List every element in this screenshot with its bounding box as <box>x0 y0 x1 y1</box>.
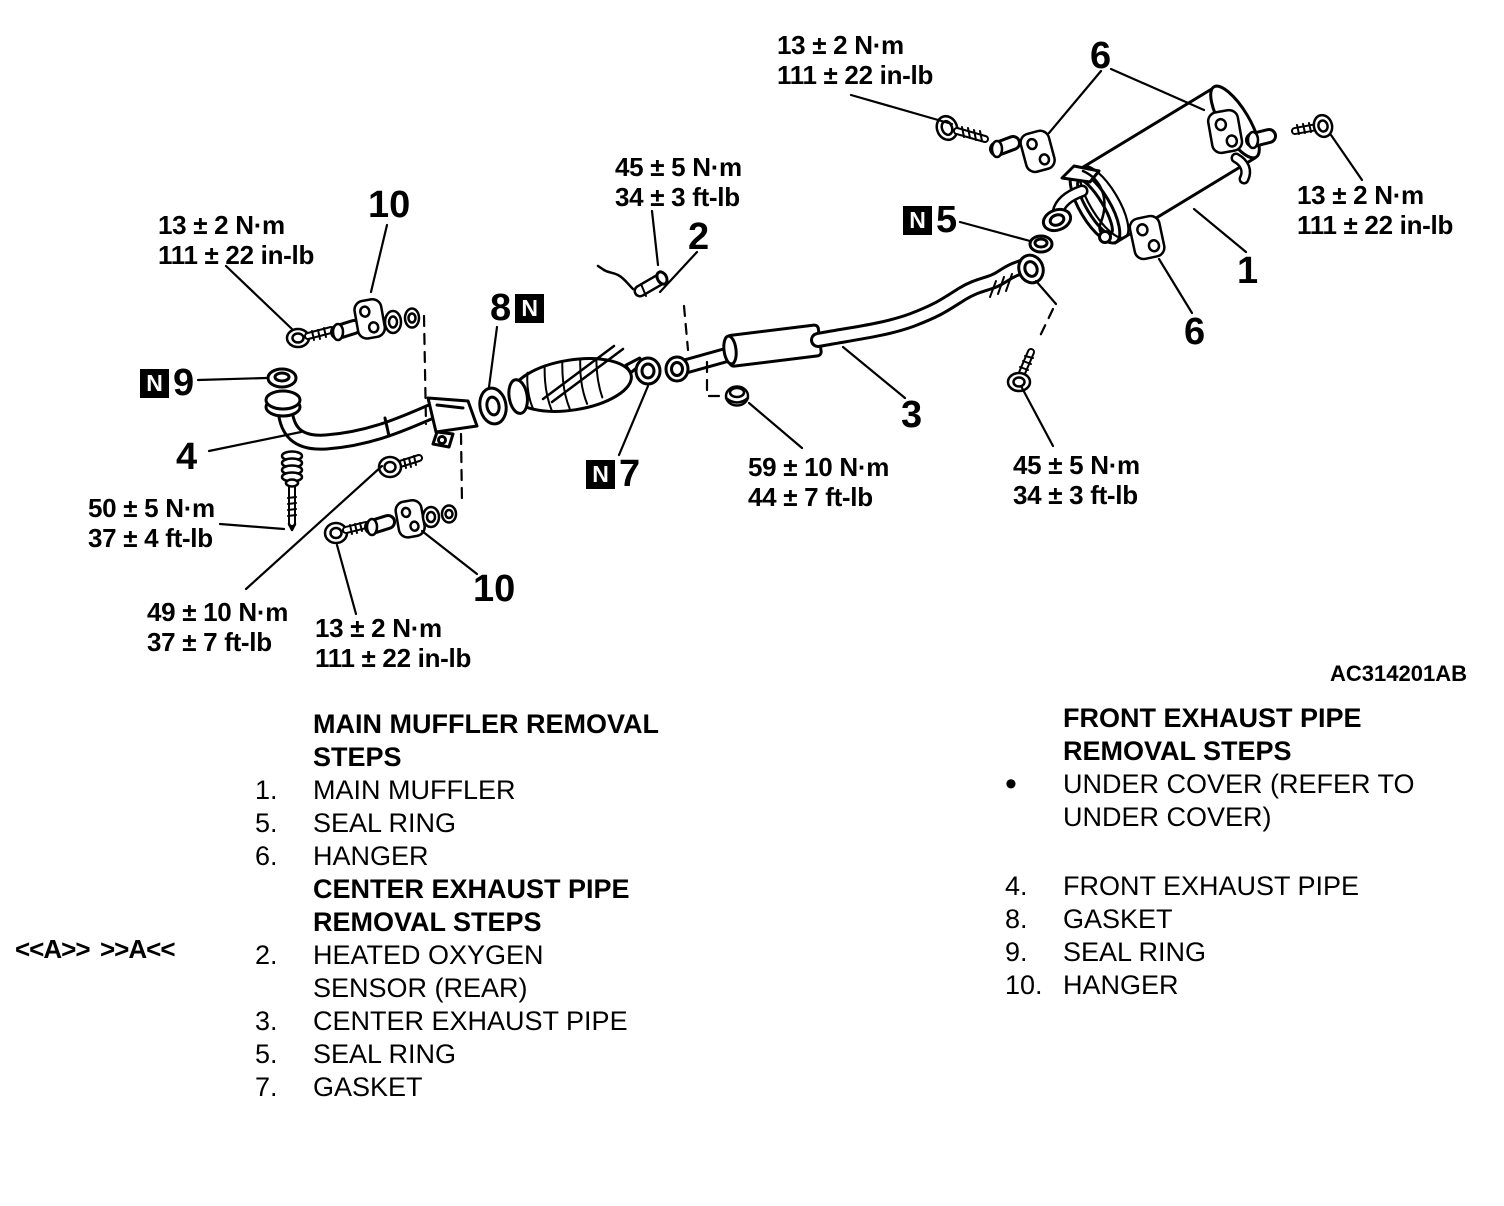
torque-value: 45 ± 5 N·m <box>1013 450 1140 480</box>
torque-label <box>1297 180 1453 240</box>
part-callout-6 <box>1090 37 1111 75</box>
item-label: SEAL RING <box>313 1039 457 1069</box>
parts-list-item <box>1005 870 1443 903</box>
callout-number: 9 <box>173 362 195 404</box>
torque-value: 13 ± 2 N·m <box>1297 180 1424 210</box>
callout-number: 6 <box>1184 311 1206 353</box>
callout-number: 10 <box>368 184 411 226</box>
callout-number: 5 <box>936 199 958 241</box>
non-reusable-n-box-icon: N <box>140 369 169 398</box>
parts-list-item <box>255 1005 665 1038</box>
item-number: 2. <box>255 940 278 970</box>
view-marker-a-close: >>A<< <box>100 934 175 964</box>
callout-number: 7 <box>619 453 641 495</box>
non-reusable-n-box-icon: N <box>586 460 615 489</box>
list-spacer <box>1005 834 1443 870</box>
parts-list-item <box>255 1038 665 1071</box>
item-number: 9. <box>1005 937 1028 967</box>
torque-label <box>147 597 288 657</box>
item-number: 4. <box>1005 871 1028 901</box>
item-label: CENTER EXHAUST PIPE <box>313 1006 628 1036</box>
non-reusable-n-box-icon: N <box>515 294 544 323</box>
item-label: HANGER <box>313 841 429 871</box>
torque-label <box>748 452 889 512</box>
item-number: 3. <box>255 1006 278 1036</box>
part-callout-3 <box>901 396 922 434</box>
parts-list-right <box>1005 702 1443 1002</box>
parts-list-item <box>255 939 665 1005</box>
parts-list-item <box>1005 969 1443 1002</box>
list-section-title: CENTER EXHAUST PIPE <box>313 874 630 904</box>
torque-label <box>88 493 215 553</box>
item-label: GASKET <box>1063 904 1173 934</box>
torque-value: 111 ± 22 in-lb <box>1297 210 1454 240</box>
torque-value: 44 ± 7 ft-lb <box>748 482 873 512</box>
item-number: 7. <box>255 1072 278 1102</box>
torque-label <box>315 613 471 673</box>
item-label: FRONT EXHAUST PIPE <box>1063 871 1360 901</box>
callout-number: 1 <box>1237 250 1259 292</box>
parts-list-left <box>255 708 665 1104</box>
parts-list-item <box>255 774 665 807</box>
item-number: 10. <box>1005 970 1043 1000</box>
non-reusable-n-box-icon: N <box>903 206 932 235</box>
item-label: UNDER COVER (REFER TO UNDER COVER) <box>1063 769 1415 832</box>
parts-list-item <box>255 807 665 840</box>
item-label: HANGER <box>1063 970 1179 1000</box>
torque-value: 13 ± 2 N·m <box>158 210 285 240</box>
callout-number: 8 <box>490 287 512 329</box>
list-section-title: MAIN MUFFLER REMOVAL <box>313 709 659 739</box>
part-callout-8 <box>490 289 544 327</box>
view-marker-a-open: <<A>> <box>15 934 90 964</box>
bullet-icon: • <box>1005 765 1017 803</box>
item-label: HEATED OXYGEN SENSOR (REAR) <box>313 940 544 1003</box>
torque-label <box>777 30 933 90</box>
item-number: 5. <box>255 1039 278 1069</box>
torque-label <box>158 210 314 270</box>
part-callout-10 <box>368 186 410 224</box>
parts-list-item <box>1005 765 1443 834</box>
parts-list-item <box>255 840 665 873</box>
figure-code: AC314201AB <box>1330 661 1467 686</box>
callout-number: 6 <box>1090 35 1112 77</box>
list-section-title: REMOVAL STEPS <box>313 907 542 937</box>
list-section-title: STEPS <box>313 742 402 772</box>
callout-number: 2 <box>688 216 710 258</box>
parts-list-item <box>1005 936 1443 969</box>
part-callout-10 <box>473 570 515 608</box>
part-callout-7 <box>586 455 640 493</box>
torque-value: 34 ± 3 ft-lb <box>1013 480 1138 510</box>
parts-list-item <box>1005 903 1443 936</box>
callout-number: 10 <box>473 568 516 610</box>
torque-value: 50 ± 5 N·m <box>88 493 215 523</box>
part-callout-6 <box>1184 313 1205 351</box>
callout-number: 4 <box>176 436 198 478</box>
list-section-title: FRONT EXHAUST PIPE <box>1063 703 1362 733</box>
torque-value: 49 ± 10 N·m <box>147 597 289 627</box>
part-callout-5 <box>903 201 957 239</box>
part-callout-1 <box>1237 252 1258 290</box>
torque-label <box>615 152 742 212</box>
item-label: GASKET <box>313 1072 423 1102</box>
callout-number: 3 <box>901 394 923 436</box>
item-label: SEAL RING <box>1063 937 1207 967</box>
item-number: 1. <box>255 775 278 805</box>
parts-list-item <box>255 1071 665 1104</box>
part-callout-4 <box>176 438 197 476</box>
item-number: 6. <box>255 841 278 871</box>
part-callout-2 <box>688 218 709 256</box>
torque-value: 111 ± 22 in-lb <box>777 60 934 90</box>
torque-value: 34 ± 3 ft-lb <box>615 182 740 212</box>
torque-value: 37 ± 7 ft-lb <box>147 627 272 657</box>
torque-value: 111 ± 22 in-lb <box>158 240 315 270</box>
item-label: MAIN MUFFLER <box>313 775 516 805</box>
torque-label <box>1013 450 1140 510</box>
item-number: 8. <box>1005 904 1028 934</box>
torque-value: 13 ± 2 N·m <box>777 30 904 60</box>
torque-value: 37 ± 4 ft-lb <box>88 523 213 553</box>
torque-value: 45 ± 5 N·m <box>615 152 742 182</box>
item-number: 5. <box>255 808 278 838</box>
torque-value: 111 ± 22 in-lb <box>315 643 472 673</box>
torque-value: 13 ± 2 N·m <box>315 613 442 643</box>
item-label: SEAL RING <box>313 808 457 838</box>
list-section-title: REMOVAL STEPS <box>1063 736 1292 766</box>
torque-value: 59 ± 10 N·m <box>748 452 890 482</box>
part-callout-9 <box>140 364 194 402</box>
